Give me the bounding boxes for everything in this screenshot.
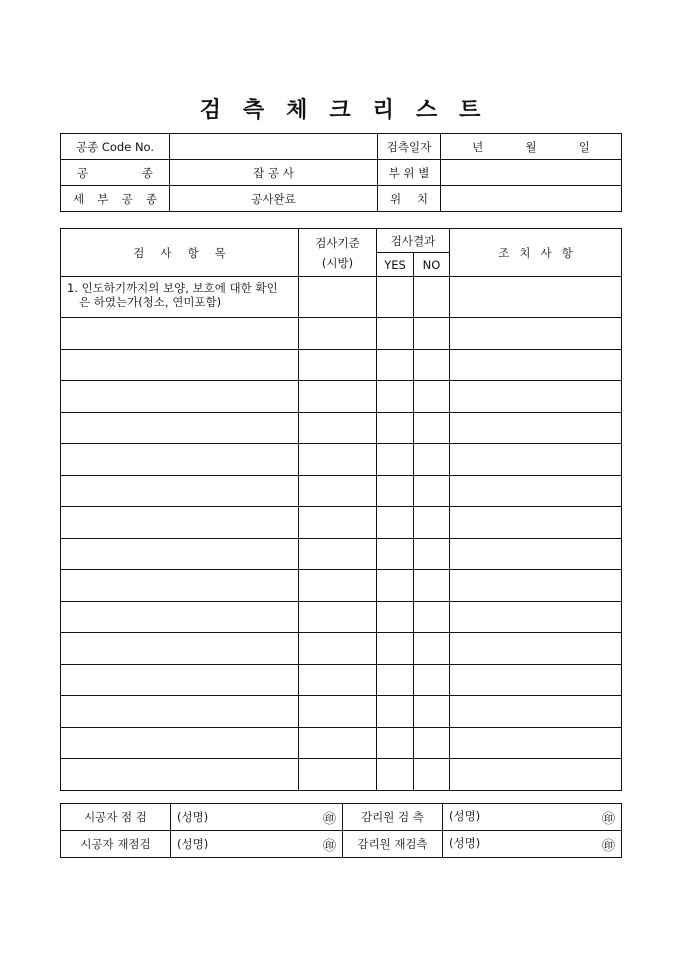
no-cell[interactable] (414, 601, 450, 633)
col-header-standard (299, 229, 377, 277)
check-item-cell[interactable] (61, 759, 299, 791)
date-month-label: 월 (525, 139, 537, 154)
col-header-standard-line1: 검사기준 (315, 235, 360, 250)
work-type-code-field[interactable] (170, 134, 378, 160)
no-cell[interactable] (414, 277, 450, 318)
standard-cell[interactable] (299, 507, 377, 539)
contractor-reinspect-label: 시공자 재점검 (61, 831, 171, 858)
supervisor-reinspect-name: (성명) (449, 835, 481, 850)
supervisor-reinspect-name-field[interactable] (443, 831, 622, 858)
standard-cell[interactable] (299, 538, 377, 570)
action-cell[interactable] (450, 570, 622, 602)
no-cell[interactable] (414, 412, 450, 444)
action-cell[interactable] (450, 349, 622, 381)
sub-work-type-label-char: 세 (73, 191, 85, 206)
no-cell[interactable] (414, 381, 450, 413)
supervisor-inspect-name-field[interactable] (443, 804, 622, 831)
no-cell[interactable] (414, 570, 450, 602)
inspection-date-field[interactable] (441, 134, 622, 160)
check-item-cell[interactable] (61, 444, 299, 476)
standard-cell[interactable] (299, 570, 377, 602)
action-cell[interactable] (450, 475, 622, 507)
col-header-yes: YES (377, 253, 414, 277)
yes-cell[interactable] (377, 381, 414, 413)
table-row (61, 633, 622, 665)
sub-work-type-label-char: 부 (97, 191, 109, 206)
action-cell[interactable] (450, 381, 622, 413)
no-cell[interactable] (414, 318, 450, 350)
yes-cell[interactable] (377, 318, 414, 350)
standard-cell[interactable] (299, 475, 377, 507)
yes-cell[interactable] (377, 444, 414, 476)
supervisor-inspect-label: 감리원 검 측 (343, 804, 443, 831)
supervisor-reinspect-seal: ㊞ (601, 838, 615, 854)
action-cell[interactable] (450, 412, 622, 444)
date-year-label: 년 (472, 139, 484, 154)
check-item-cell[interactable] (61, 633, 299, 665)
yes-cell[interactable] (377, 277, 414, 318)
signoff-table (60, 803, 622, 858)
supervisor-inspect-seal: ㊞ (601, 811, 615, 827)
table-row (61, 538, 622, 570)
standard-cell[interactable] (299, 601, 377, 633)
check-item-cell[interactable] (61, 664, 299, 696)
table-row (61, 318, 622, 350)
work-type-field[interactable]: 잡 공 사 (170, 160, 378, 186)
check-item-cell[interactable] (61, 475, 299, 507)
yes-cell[interactable] (377, 601, 414, 633)
table-row (61, 277, 622, 318)
standard-cell[interactable] (299, 696, 377, 728)
sub-work-type-field[interactable]: 공사완료 (170, 186, 378, 212)
table-row (61, 475, 622, 507)
yes-cell[interactable] (377, 633, 414, 665)
work-type-label (61, 160, 170, 186)
check-item-cell[interactable] (61, 412, 299, 444)
action-cell[interactable] (450, 444, 622, 476)
check-item-cell[interactable] (61, 570, 299, 602)
sub-work-type-label (61, 186, 170, 212)
sub-work-type-label-char: 종 (145, 191, 157, 206)
contractor-inspect-label: 시공자 점 검 (61, 804, 171, 831)
table-row (61, 696, 622, 728)
part-label: 부 위 별 (378, 160, 441, 186)
yes-cell[interactable] (377, 538, 414, 570)
no-cell[interactable] (414, 696, 450, 728)
checklist-table (60, 228, 622, 791)
check-item-cell[interactable] (61, 696, 299, 728)
table-row (61, 507, 622, 539)
header-table (60, 133, 622, 212)
col-header-item: 검사항목 (61, 229, 299, 277)
standard-cell[interactable] (299, 277, 377, 318)
check-item-cell[interactable] (61, 538, 299, 570)
yes-cell[interactable] (377, 664, 414, 696)
page-title: 검측체크리스트 (199, 97, 503, 123)
action-cell[interactable] (450, 507, 622, 539)
table-row (61, 381, 622, 413)
check-item-cell[interactable] (61, 727, 299, 759)
table-row (61, 601, 622, 633)
table-row (61, 570, 622, 602)
inspection-date-label: 검측일자 (378, 134, 441, 160)
check-item-cell[interactable] (61, 381, 299, 413)
no-cell[interactable] (414, 475, 450, 507)
standard-cell[interactable] (299, 664, 377, 696)
check-item-line: 1. 인도하기까지의 보양, 보호에 대한 확인 (67, 281, 278, 295)
yes-cell[interactable] (377, 759, 414, 791)
table-row (61, 349, 622, 381)
check-item-cell[interactable] (61, 507, 299, 539)
no-cell[interactable] (414, 664, 450, 696)
no-cell[interactable] (414, 507, 450, 539)
supervisor-inspect-name: (성명) (449, 808, 481, 823)
table-row (61, 412, 622, 444)
contractor-reinspect-seal: ㊞ (278, 831, 343, 858)
col-header-action: 조치사항 (450, 229, 622, 277)
action-cell[interactable] (450, 318, 622, 350)
location-label-char: 치 (416, 191, 428, 206)
action-cell[interactable] (450, 727, 622, 759)
yes-cell[interactable] (377, 412, 414, 444)
action-cell[interactable] (450, 696, 622, 728)
contractor-inspect-name-field[interactable]: (성명) (171, 804, 278, 831)
location-label (378, 186, 441, 212)
action-cell[interactable] (450, 538, 622, 570)
location-label-char: 위 (390, 191, 402, 206)
yes-cell[interactable] (377, 570, 414, 602)
yes-cell[interactable] (377, 475, 414, 507)
action-cell[interactable] (450, 633, 622, 665)
check-item-cell[interactable] (61, 601, 299, 633)
standard-cell[interactable] (299, 727, 377, 759)
yes-cell[interactable] (377, 727, 414, 759)
standard-cell[interactable] (299, 633, 377, 665)
work-type-code-label: 공종 Code No. (61, 134, 170, 160)
no-cell[interactable] (414, 538, 450, 570)
check-item-cell[interactable] (61, 349, 299, 381)
no-cell[interactable] (414, 633, 450, 665)
action-cell[interactable] (450, 759, 622, 791)
yes-cell[interactable] (377, 507, 414, 539)
table-row (61, 664, 622, 696)
supervisor-reinspect-label: 감리원 재검측 (343, 831, 443, 858)
sub-work-type-label-char: 공 (121, 191, 133, 206)
date-day-label: 일 (578, 139, 590, 154)
check-item-cell[interactable] (61, 318, 299, 350)
no-cell[interactable] (414, 727, 450, 759)
work-type-label-char: 종 (141, 165, 153, 180)
standard-cell[interactable] (299, 318, 377, 350)
no-cell[interactable] (414, 444, 450, 476)
table-row (61, 727, 622, 759)
action-cell[interactable] (450, 664, 622, 696)
col-header-standard-line2: (시방) (321, 255, 354, 270)
part-field[interactable] (441, 160, 622, 186)
standard-cell[interactable] (299, 349, 377, 381)
table-row (61, 759, 622, 791)
standard-cell[interactable] (299, 381, 377, 413)
col-header-no: NO (414, 253, 450, 277)
yes-cell[interactable] (377, 696, 414, 728)
table-row (61, 444, 622, 476)
standard-cell[interactable] (299, 759, 377, 791)
action-cell[interactable] (450, 601, 622, 633)
check-item-text (61, 277, 299, 318)
contractor-inspect-seal: ㊞ (278, 804, 343, 831)
standard-cell[interactable] (299, 412, 377, 444)
standard-cell[interactable] (299, 444, 377, 476)
action-cell[interactable] (450, 277, 622, 318)
location-field[interactable] (441, 186, 622, 212)
work-type-label-char: 공 (77, 165, 89, 180)
check-item-line: 은 하였는가(청소, 연미포함) (79, 295, 222, 309)
no-cell[interactable] (414, 759, 450, 791)
no-cell[interactable] (414, 349, 450, 381)
yes-cell[interactable] (377, 349, 414, 381)
col-header-result: 검사결과 (377, 229, 450, 253)
contractor-reinspect-name-field[interactable]: (성명) (171, 831, 278, 858)
